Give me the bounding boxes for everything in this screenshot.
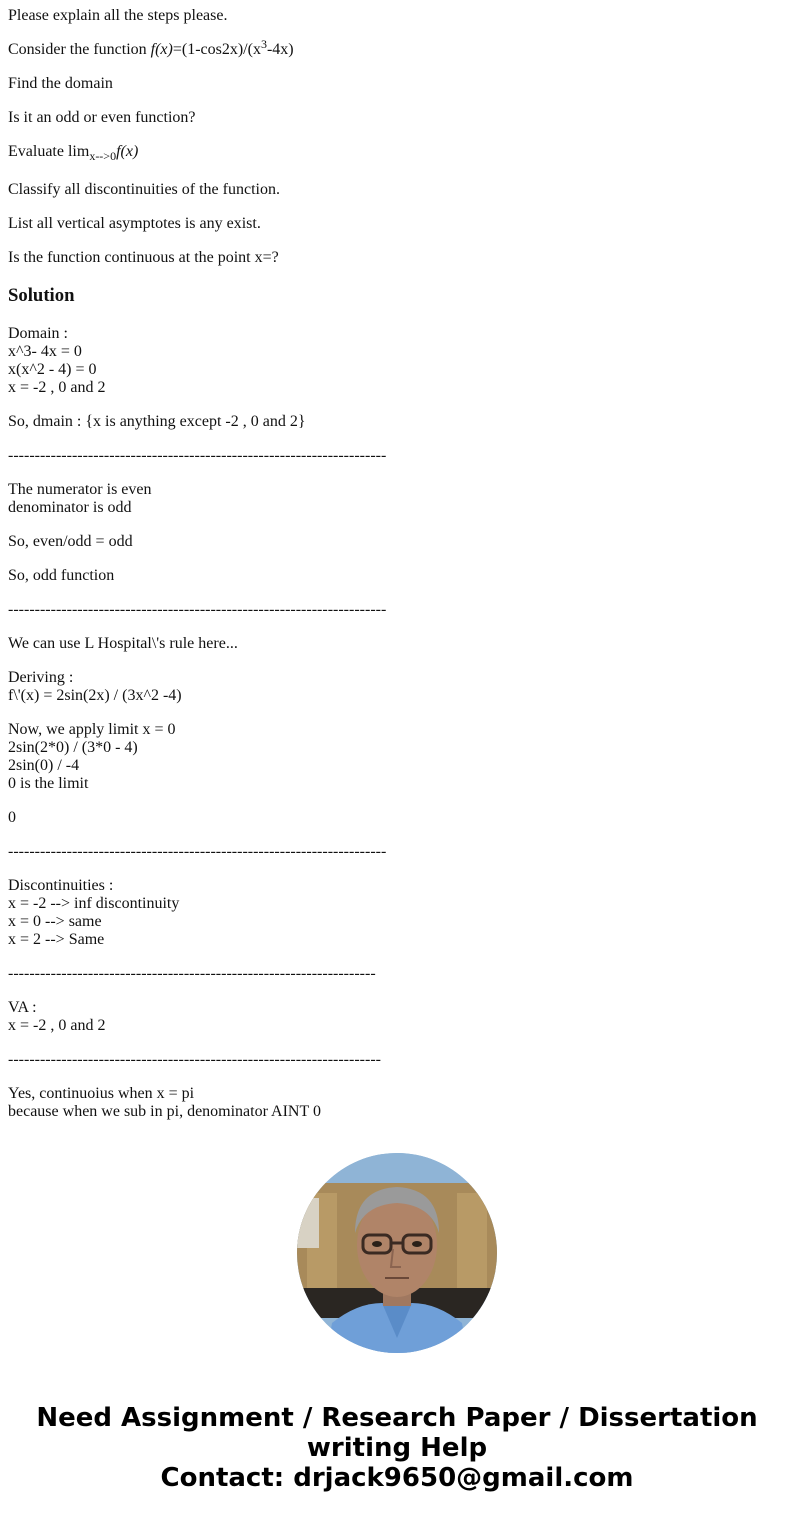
limit-function: f(x) <box>116 143 139 160</box>
separator: ----------------------------------------------------------------------- <box>8 447 387 464</box>
avatar <box>297 1153 497 1353</box>
question-parity: Is it an odd or even function? <box>8 109 196 126</box>
limit-prefix: Evaluate lim <box>8 143 90 160</box>
parity-line: The numerator is even <box>8 481 152 498</box>
deriving-line: f\'(x) = 2sin(2x) / (3x^2 -4) <box>8 687 182 704</box>
domain-line: x = -2 , 0 and 2 <box>8 379 106 396</box>
person-portrait-icon <box>297 1153 497 1353</box>
domain-block <box>8 325 786 397</box>
discontinuity-line: x = 0 --> same <box>8 913 102 930</box>
banner-line-2: writing Help <box>306 1433 488 1463</box>
banner-line-1: Need Assignment / Research Paper / Dissertation <box>36 1403 758 1433</box>
function-prefix: Consider the function <box>8 41 151 58</box>
discontinuity-line: x = 2 --> Same <box>8 931 105 948</box>
function-name: f(x) <box>150 41 173 58</box>
limit-subscript: x-->0 <box>89 149 117 163</box>
continuity-block <box>8 1085 786 1121</box>
function-statement <box>8 37 786 59</box>
parity-result: So, odd function <box>8 567 115 584</box>
continuity-line: Yes, continuoius when x = pi <box>8 1085 195 1102</box>
separator: ----------------------------------------------------------------------- <box>8 601 387 618</box>
parity-step: So, even/odd = odd <box>8 533 133 550</box>
question-and-solution <box>8 0 786 1123</box>
domain-line: Domain : <box>8 325 68 342</box>
apply-line: 2sin(2*0) / (3*0 - 4) <box>8 739 138 756</box>
apply-line: Now, we apply limit x = 0 <box>8 721 176 738</box>
question-limit <box>8 143 786 161</box>
separator: ----------------------------------------------------------------------- <box>8 843 387 860</box>
va-line: x = -2 , 0 and 2 <box>8 1017 106 1034</box>
separator: --------------------------------------------------------------------- <box>8 965 376 982</box>
apply-line: 0 is the limit <box>8 775 89 792</box>
function-exponent: 3 <box>260 37 267 51</box>
discontinuity-line: Discontinuities : <box>8 877 114 894</box>
discontinuities-block <box>8 877 786 949</box>
limit-answer: 0 <box>8 809 16 826</box>
parity-line: denominator is odd <box>8 499 132 516</box>
limit-intro: We can use L Hospital\'s rule here... <box>8 635 238 652</box>
function-body-b: -4x) <box>266 41 294 58</box>
question-domain: Find the domain <box>8 75 113 92</box>
separator: ---------------------------------------------------------------------- <box>8 1051 381 1068</box>
function-body-a: =(1-cos2x)/(x <box>172 41 261 58</box>
va-line: VA : <box>8 999 37 1016</box>
question-asymptotes: List all vertical asymptotes is any exist. <box>8 215 261 232</box>
contact-banner <box>0 1403 794 1493</box>
vertical-asymptotes-block <box>8 999 786 1035</box>
domain-result: So, dmain : {x is anything except -2 , 0 and 2} <box>8 413 306 430</box>
question-continuity: Is the function continuous at the point x=? <box>8 249 279 266</box>
parity-block <box>8 481 786 517</box>
deriving-block <box>8 669 786 705</box>
domain-line: x^3- 4x = 0 <box>8 343 82 360</box>
apply-line: 2sin(0) / -4 <box>8 757 80 774</box>
domain-line: x(x^2 - 4) = 0 <box>8 361 97 378</box>
solution-heading: Solution <box>8 285 75 306</box>
banner-contact-email: Contact: drjack9650@gmail.com <box>160 1463 634 1493</box>
apply-limit-block <box>8 721 786 793</box>
continuity-line: because when we sub in pi, denominator AINT 0 <box>8 1103 321 1120</box>
discontinuity-line: x = -2 --> inf discontinuity <box>8 895 180 912</box>
question-discontinuities: Classify all discontinuities of the function. <box>8 181 280 198</box>
intro-text: Please explain all the steps please. <box>8 7 228 24</box>
deriving-line: Deriving : <box>8 669 74 686</box>
